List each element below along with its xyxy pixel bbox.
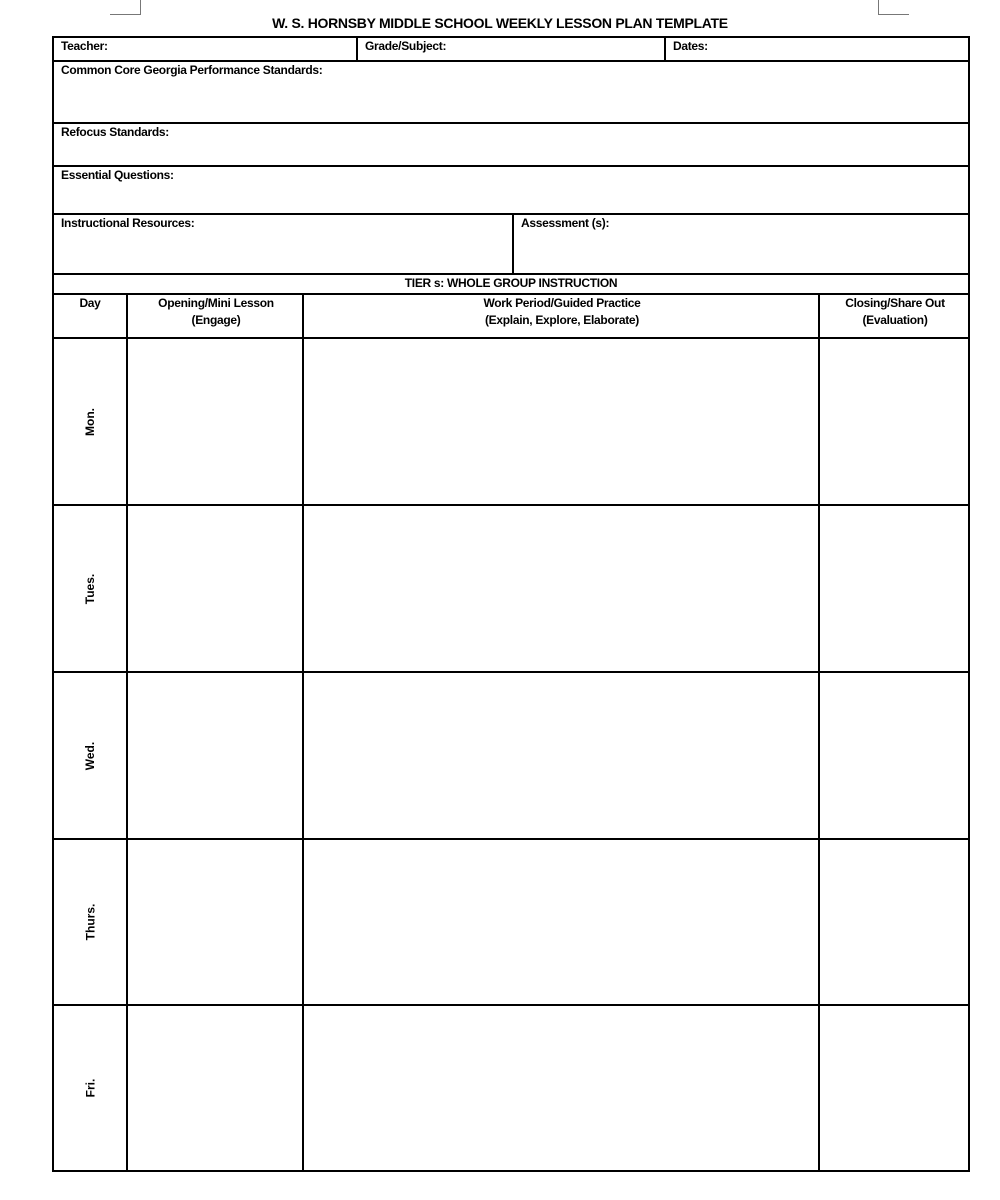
assessment-field[interactable] (512, 215, 968, 273)
resources-label: Instructional Resources: (61, 216, 195, 230)
crop-mark-left (110, 0, 141, 15)
standards-field[interactable] (54, 62, 968, 124)
col-day-label: Day (79, 296, 101, 310)
col-closing-title: Closing/Share Out (845, 296, 945, 310)
col-header-day (54, 295, 126, 312)
col-closing-sub: (Evaluation) (862, 313, 928, 327)
day-row-fri[interactable] (54, 1006, 968, 1170)
essential-questions-label: Essential Questions: (61, 168, 174, 182)
teacher-label: Teacher: (61, 39, 108, 53)
col-work-sub: (Explain, Explore, Elaborate) (484, 313, 639, 327)
grade-subject-label: Grade/Subject: (365, 39, 447, 53)
day-label: Wed. (82, 741, 97, 770)
document-title: W. S. HORNSBY MIDDLE SCHOOL WEEKLY LESSON PLAN TEMPLATE (272, 15, 728, 31)
essential-questions-field[interactable] (54, 167, 968, 215)
day-label-cell (54, 673, 126, 838)
day-row-wed[interactable] (54, 673, 968, 840)
day-row-mon[interactable] (54, 339, 968, 506)
dates-label: Dates: (673, 39, 708, 53)
grade-subject-field[interactable] (356, 38, 664, 60)
day-label: Fri. (82, 1078, 97, 1098)
col-header-work (302, 295, 820, 337)
day-label: Mon. (83, 407, 97, 436)
day-label-cell (54, 840, 126, 1004)
refocus-label: Refocus Standards: (61, 125, 169, 139)
info-row (54, 38, 968, 62)
day-row-tues[interactable] (54, 506, 968, 673)
col-header-opening (126, 295, 304, 337)
column-header-row (54, 295, 968, 339)
col-opening-title: Opening/Mini Lesson (158, 296, 274, 310)
assessment-label: Assessment (s): (521, 216, 610, 230)
resources-row (54, 215, 968, 275)
col-work-title: Work Period/Guided Practice (483, 296, 641, 310)
lesson-plan-form (52, 36, 970, 1172)
day-label: Tues. (82, 573, 97, 604)
dates-field[interactable] (664, 38, 968, 60)
day-row-thurs[interactable] (54, 840, 968, 1006)
day-label-cell (54, 339, 126, 504)
refocus-field[interactable] (54, 124, 968, 167)
teacher-field[interactable] (54, 38, 356, 60)
col-opening-sub: (Engage) (191, 313, 241, 327)
tiers-heading: TIER s: WHOLE GROUP INSTRUCTION (54, 275, 968, 295)
col-header-closing (818, 295, 970, 337)
day-label-cell (54, 1006, 126, 1170)
day-label-cell (54, 506, 126, 671)
day-label: Thurs. (82, 903, 97, 941)
standards-label: Common Core Georgia Performance Standards: (61, 63, 323, 77)
resources-field[interactable] (54, 215, 512, 273)
days-grid (54, 339, 968, 1170)
crop-mark-right (878, 0, 909, 15)
